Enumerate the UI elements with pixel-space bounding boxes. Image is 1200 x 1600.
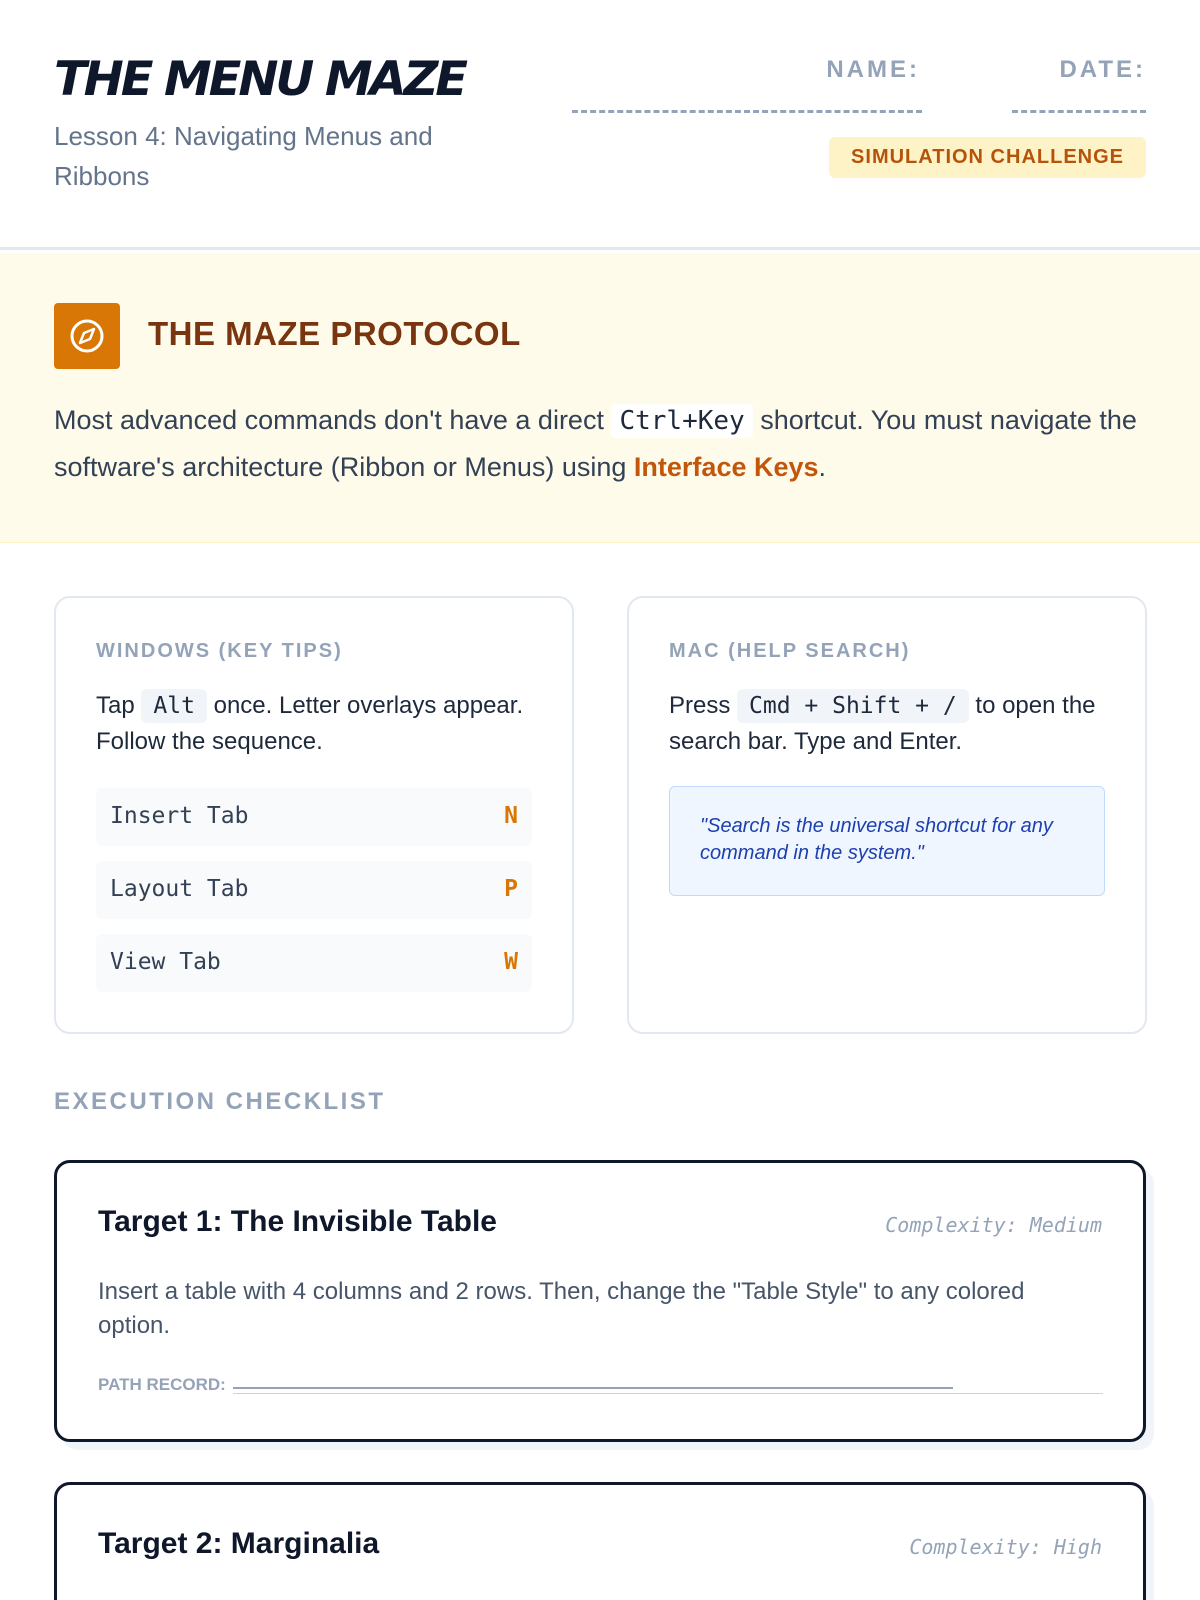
key-tip-letter: N [504, 803, 518, 829]
complexity-label: Complexity: Medium [885, 1213, 1102, 1237]
mac-card [627, 596, 1147, 1034]
windows-card-text [96, 688, 546, 759]
mac-text-part: Press [669, 692, 738, 719]
windows-card-label: WINDOWS (KEY TIPS) [96, 640, 343, 662]
windows-card [54, 596, 574, 1034]
protocol-text [54, 397, 1164, 490]
path-record-field[interactable] [233, 1387, 953, 1389]
alt-key: Alt [141, 689, 207, 723]
windows-text-part: once. Letter overlays appear. Follow the sequence. [96, 692, 524, 755]
mac-card-label: MAC (HELP SEARCH) [669, 640, 911, 662]
key-tip-name: Layout Tab [110, 876, 249, 902]
search-quote: "Search is the universal shortcut for any command in the system." [669, 786, 1105, 896]
complexity-label: Complexity: High [909, 1535, 1102, 1559]
mac-card-text [669, 688, 1119, 759]
date-label: DATE: [1059, 56, 1146, 83]
target-description: Insert a table with 4 columns and 2 rows. Then, change the "Table Style" to any colored option. [98, 1278, 1025, 1339]
page-title: THE MENU MAZE [54, 52, 465, 107]
path-record-label: PATH RECORD: [98, 1375, 226, 1394]
target-card [54, 1160, 1146, 1442]
help-search-shortcut: Cmd + Shift + / [737, 689, 969, 723]
simulation-badge: SIMULATION CHALLENGE [829, 137, 1146, 178]
name-field[interactable] [572, 110, 922, 113]
protocol-text-part: . [818, 452, 827, 482]
page-subtitle: Lesson 4: Navigating Menus and Ribbons [54, 121, 433, 191]
protocol-text-part: shortcut. You must navigate the software's architecture (Ribbon or Menus) using [54, 405, 1137, 482]
name-label: NAME: [826, 56, 920, 83]
target-title: Target 2: Marginalia [98, 1527, 380, 1560]
maze-protocol-section [0, 253, 1200, 543]
interface-keys-highlight: Interface Keys [633, 452, 819, 482]
key-tip-row [96, 934, 532, 992]
date-field[interactable] [1012, 110, 1146, 113]
ctrl-key-code: Ctrl+Key [611, 404, 752, 438]
target-card [54, 1482, 1146, 1600]
key-tip-row [96, 788, 532, 846]
key-tip-name: Insert Tab [110, 803, 249, 829]
windows-text-part: Tap [96, 692, 142, 719]
worksheet-header [0, 0, 1200, 250]
key-tip-letter: W [504, 949, 518, 975]
protocol-text-part: Most advanced commands don't have a direct [54, 405, 612, 435]
compass-icon [54, 303, 120, 369]
mac-text-part: to open the search bar. Type and Enter. [669, 692, 1096, 755]
protocol-title: THE MAZE PROTOCOL [148, 315, 521, 352]
target-title: Target 1: The Invisible Table [98, 1205, 497, 1238]
key-tip-row [96, 861, 532, 919]
path-record-underline [233, 1393, 1103, 1394]
checklist-heading: EXECUTION CHECKLIST [54, 1088, 386, 1115]
key-tip-letter: P [504, 876, 518, 902]
key-tip-name: View Tab [110, 949, 221, 975]
